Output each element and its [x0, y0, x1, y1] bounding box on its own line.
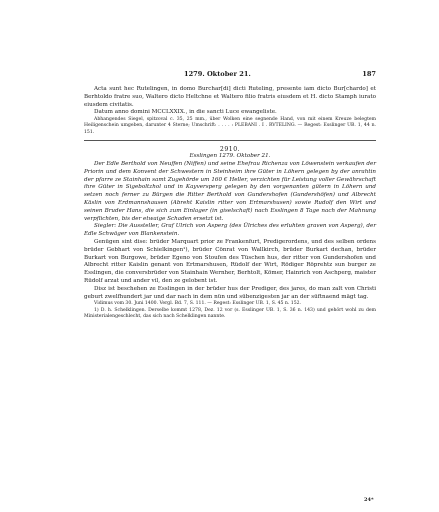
running-header	[84, 70, 376, 82]
document-number: 2910.	[219, 146, 241, 153]
signature-mark: 24*	[364, 497, 374, 503]
document-date-line: Esslingen 1279. Oktober 21.	[189, 153, 271, 159]
witnesses-paragraph: Genügen sint dise: brüder Marquart prior ze Frankenfurt, Predigerordens, und des selben ordens brüder Gebhart von Schielkingen¹), brüder Cönrat von Wallkirch, brüder Burkart dechan, brüder Burkart von Burgowe, brüder Egeno von Stoufen des Tüschen hus, der ritter von Gundershofen und Albrecht ritter Kaislin genant von Ertmarshusen, Rüdolf der Wirt, Rödiger Röprehtz sun burger ze Esslingen, die conversbrüder von Stainhain Wernher, Berhtolt, Kömer, Hainrich von Aschperg, maister Rüdolf arzat und ander vil, den ze gelobent ist.	[84, 238, 376, 284]
header-title: 1279. Oktober 21.	[184, 70, 251, 78]
page-number: 187	[362, 70, 376, 78]
acta-paragraph: Acta sunt hec Rutelingen, in domo Burchar[di] dicti Ruteling, presente iam dicto Bur[chardo] et Berhtoldo fratre suo, Waltero dicto Heltchne et Waltero filio fratris eiusdem et H. dicto Stamph iurato eiusdem civitatis.	[84, 86, 376, 108]
regest-paragraph: Der Edle Berthold von Neuffen (Niffen) und seine Ehefrau Richenza von Löwenstein verkaufen der Priorin und dem Konvent der Schwestern in Steinheim ihre Güter in Löhern gelegen by der anrahtin der pfarre ze Stainhain samt Zugehörde um 160 € Heller, verzichten für Leistung voller Gewährschaft ihre Güter in Sigeboltzhol und in Kayversperg gelegen by den vorgenanten gütern in Löhern und setzen noch ferner zu Bürgen die Ritter Berthold von Gundershofen (Gundershöfen) und Albrecht Käslin von Erdmannshausen (Abreht Kaislin ritter von Ertmarshusen) sowie Rudolf den Wirt und seinen Bruder Hans, die sich zum Einlager (in giselschaft) nach Esslingen 8 Tage nach der Mahnung verpflichten, bis der etwaige Schaden ersetzt ist.	[84, 161, 376, 222]
footnote: 1) D. h. Schelklingen. Derselbe kommt 1278, Dez. 12 vor (s. Esslinger UB. 1, S. 36 n. 143) und gehört wohl zu dem Ministerialengeschlecht, das sich nach Schelklingen nannte.	[84, 307, 376, 319]
document-2910	[84, 146, 376, 320]
vidimus-note: Vidimus vom 30. Juni 1400. Vergl. Bd. 7, S. 111. — Regest: Esslinger UB. 1, S. 45 n. 152.	[94, 301, 302, 307]
datum-paragraph: Datum anno domini MCCLXXIX., in die sancti Luce ewangeliste.	[94, 109, 277, 116]
seal-note: Abhangendes Siegel, spitzoval c. 35, 25 mm., über Wolken eine segnende Hand, von mit einem Kreuze belegtem Heiligenschein umgeben, darunter 4 Sterne; Umschrift: . . . . : PLEBANI . I . RVTELING. — Regest: Esslinger UB. 1, 44 n. 151.	[84, 117, 376, 135]
dating-paragraph: Disz ist beschehen ze Esslingen in der brüder hus der Prediger, des jares, do man zalt von Christi geburt zwelfhundert jar und dar nach in dem nün und sübenzigesten jar an der süftnaend mägt tag.	[84, 285, 376, 300]
previous-document-end	[84, 86, 376, 136]
section-divider	[84, 140, 376, 141]
siegler-paragraph: Siegler: Die Aussteller, Graf Ulrich von Asperg (des Ülriches des erluhten graven von Asperg), der Edle Schwäger von Blankenstein.	[84, 223, 376, 238]
